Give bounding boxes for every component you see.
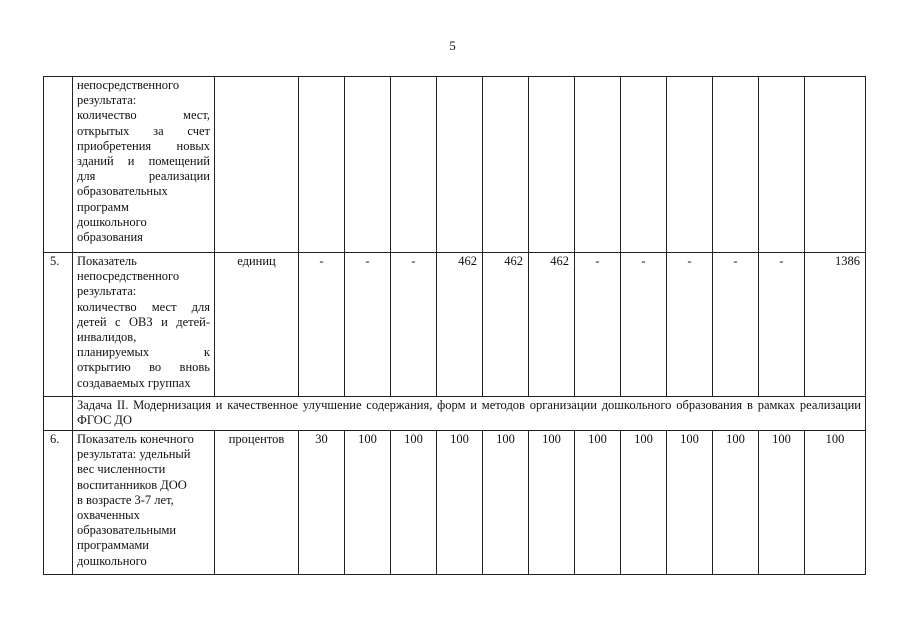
indicator-name: Показатель непосредственного результата: количество мест для детей с ОВЗ и детей- инвалидов, планируемых к открытию во вновь создаваемых группах	[73, 253, 215, 397]
table-row	[44, 77, 866, 253]
value-cell	[667, 77, 713, 253]
table-row	[44, 431, 866, 575]
unit-cell	[215, 77, 299, 253]
row-number: 5.	[44, 253, 73, 397]
value-cell: -	[759, 253, 805, 397]
unit-cell: процентов	[215, 431, 299, 575]
indicator-name: непосредственного результата: количество мест, открытых за счет приобретения новых зданий и помещений для реализации образовательных программ дошкольного образования	[73, 77, 215, 253]
page-number: 5	[449, 38, 456, 53]
value-cell: 100	[345, 431, 391, 575]
row-number	[44, 77, 73, 253]
value-cell	[391, 77, 437, 253]
value-cell	[299, 77, 345, 253]
value-cell: 100	[483, 431, 529, 575]
value-cell: 100	[575, 431, 621, 575]
value-cell	[759, 77, 805, 253]
value-cell: 100	[805, 431, 866, 575]
value-cell: 462	[483, 253, 529, 397]
value-cell: -	[667, 253, 713, 397]
value-cell	[345, 77, 391, 253]
value-cell: -	[621, 253, 667, 397]
value-cell: -	[391, 253, 437, 397]
task-heading: Задача II. Модернизация и качественное улучшение содержания, форм и методов организации дошкольного образования в рамках реализации ФГОС ДО	[73, 397, 866, 431]
value-cell: 462	[529, 253, 575, 397]
value-cell	[575, 77, 621, 253]
value-cell: 100	[759, 431, 805, 575]
table-row	[44, 397, 866, 431]
value-cell	[529, 77, 575, 253]
value-cell	[713, 77, 759, 253]
value-cell: -	[713, 253, 759, 397]
value-cell: 1386	[805, 253, 866, 397]
unit-cell: единиц	[215, 253, 299, 397]
value-cell: 100	[713, 431, 759, 575]
value-cell: 30	[299, 431, 345, 575]
value-cell	[437, 77, 483, 253]
value-cell: 462	[437, 253, 483, 397]
row-number: 6.	[44, 431, 73, 575]
row-number	[44, 397, 73, 431]
value-cell: 100	[529, 431, 575, 575]
value-cell: -	[575, 253, 621, 397]
table-row	[44, 253, 866, 397]
value-cell: -	[299, 253, 345, 397]
value-cell	[621, 77, 667, 253]
indicators-table	[43, 76, 866, 575]
value-cell: 100	[621, 431, 667, 575]
value-cell	[483, 77, 529, 253]
value-cell: 100	[391, 431, 437, 575]
indicator-name: Показатель конечного результата: удельный вес численности воспитанников ДОО в возрасте 3-7 лет, охваченных образовательными программами дошкольного	[73, 431, 215, 575]
value-cell: 100	[667, 431, 713, 575]
value-cell: -	[345, 253, 391, 397]
value-cell: 100	[437, 431, 483, 575]
value-cell	[805, 77, 866, 253]
